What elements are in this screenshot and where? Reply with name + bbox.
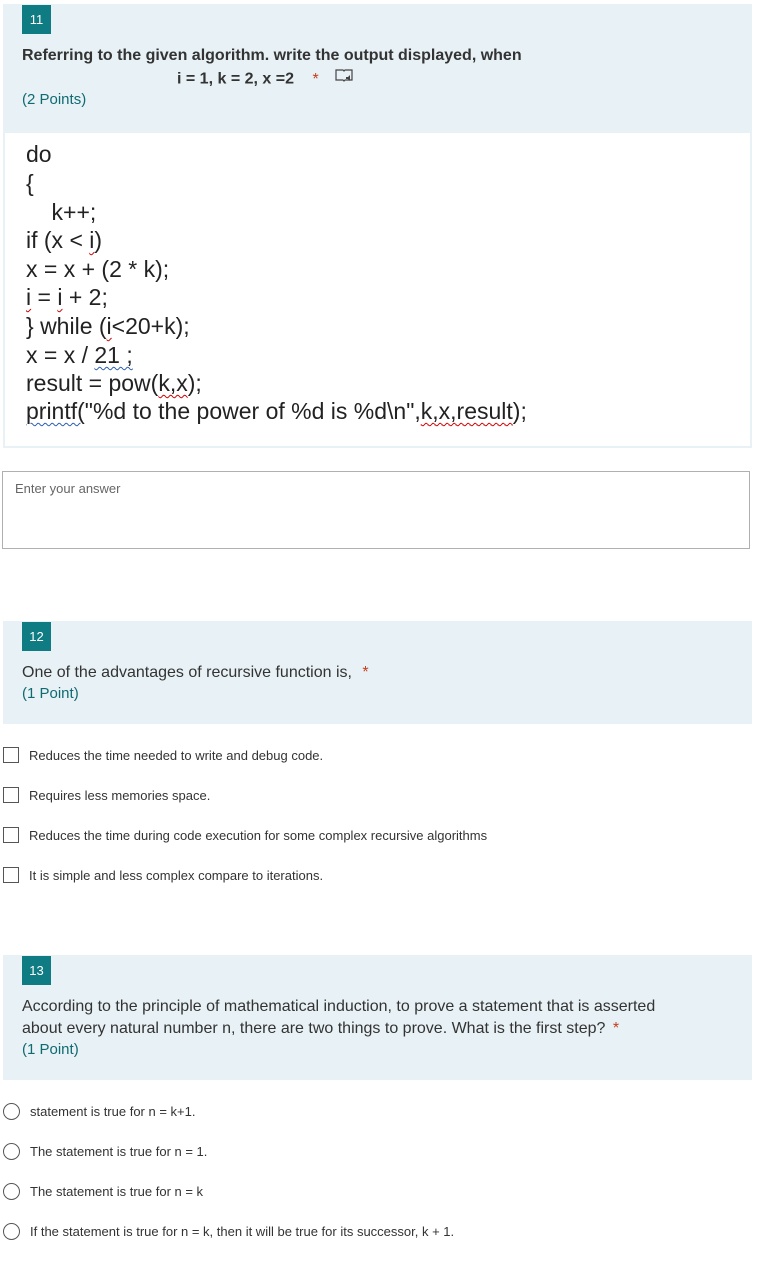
question-title bbox=[22, 45, 522, 67]
question-points: (1 Point) bbox=[22, 685, 79, 702]
radio-button[interactable] bbox=[3, 1143, 20, 1160]
question-title-line1: Referring to the given algorithm. write the output displayed, when bbox=[22, 47, 522, 64]
option-label: If the statement is true for n = k, then it will be true for its successor, k + 1. bbox=[30, 1223, 455, 1239]
option-label: Requires less memories space. bbox=[29, 787, 211, 803]
code-segment: ); bbox=[187, 370, 202, 396]
checkbox-option[interactable] bbox=[3, 865, 323, 885]
checkbox-option[interactable] bbox=[3, 785, 210, 805]
radio-option[interactable] bbox=[3, 1181, 203, 1201]
code-segment: "%d to the power of %d is %d\n", bbox=[84, 398, 421, 424]
option-label: It is simple and less complex compare to iterations. bbox=[29, 867, 324, 883]
code-segment: = bbox=[31, 284, 58, 310]
code-line bbox=[26, 398, 527, 425]
code-segment: ) bbox=[94, 227, 103, 253]
question-title-line2: i = 1, k = 2, x =2 bbox=[177, 70, 294, 88]
option-label: Reduces the time during code execution for some complex recursive algorithms bbox=[29, 827, 488, 843]
question-number-badge: 13 bbox=[22, 956, 51, 985]
question-11-header bbox=[3, 4, 752, 133]
answer-placeholder: Enter your answer bbox=[15, 481, 121, 496]
option-label: The statement is true for n = k bbox=[30, 1183, 204, 1199]
code-line: { bbox=[26, 170, 34, 196]
option-label: Reduces the time needed to write and debug code. bbox=[29, 747, 324, 763]
code-segment: i bbox=[89, 227, 95, 253]
required-asterisk: * bbox=[362, 664, 369, 681]
question-title-text: One of the advantages of recursive function is, bbox=[22, 664, 352, 681]
checkbox[interactable] bbox=[3, 787, 19, 803]
answer-input[interactable] bbox=[2, 471, 750, 549]
code-segment: result = pow( bbox=[26, 370, 159, 396]
code-segment: i bbox=[57, 284, 63, 310]
checkbox-option[interactable] bbox=[3, 825, 487, 845]
code-line bbox=[26, 313, 190, 340]
code-snippet-image bbox=[3, 133, 752, 448]
checkbox-option[interactable] bbox=[3, 745, 323, 765]
question-13-header bbox=[3, 955, 752, 1080]
required-asterisk: * bbox=[612, 1020, 620, 1037]
code-segment: + 2; bbox=[62, 284, 108, 310]
code-line: k++; bbox=[26, 199, 97, 225]
code-segment: } while ( bbox=[26, 313, 107, 339]
immersive-reader-icon[interactable] bbox=[335, 68, 353, 91]
question-title bbox=[22, 662, 369, 684]
code-segment: 21 ; bbox=[94, 342, 133, 368]
question-12-header bbox=[3, 621, 752, 724]
code-segment: k,x,result bbox=[420, 398, 513, 424]
question-number-badge: 11 bbox=[22, 5, 51, 34]
radio-option[interactable] bbox=[3, 1141, 207, 1161]
checkbox[interactable] bbox=[3, 867, 19, 883]
radio-button[interactable] bbox=[3, 1103, 20, 1120]
code-segment: i bbox=[26, 284, 32, 310]
option-label: statement is true for n = k+1. bbox=[30, 1103, 196, 1119]
question-title bbox=[22, 996, 655, 1018]
code-segment: ); bbox=[512, 398, 527, 424]
radio-button[interactable] bbox=[3, 1183, 20, 1200]
question-title-line2-row bbox=[22, 1018, 619, 1040]
code-segment: if (x < bbox=[26, 227, 90, 253]
checkbox[interactable] bbox=[3, 827, 19, 843]
code-line bbox=[26, 342, 133, 369]
question-title-line2-row bbox=[177, 68, 353, 91]
code-line: x = x + (2 * k); bbox=[26, 256, 170, 282]
required-asterisk: * bbox=[312, 70, 319, 88]
question-title-line2: about every natural number n, there are two things to prove. What is the first step? bbox=[22, 1020, 606, 1037]
question-title-line1: According to the principle of mathematical induction, to prove a statement that is asserted bbox=[22, 998, 656, 1015]
code-line bbox=[26, 284, 108, 311]
question-points: (2 Points) bbox=[22, 91, 87, 108]
question-points: (1 Point) bbox=[22, 1041, 79, 1058]
code-segment: <20+k); bbox=[111, 313, 190, 339]
code-segment: x = x / bbox=[26, 342, 95, 368]
code-segment: printf( bbox=[26, 398, 85, 424]
option-label: The statement is true for n = 1. bbox=[30, 1143, 208, 1159]
radio-button[interactable] bbox=[3, 1223, 20, 1240]
radio-option[interactable] bbox=[3, 1101, 195, 1121]
code-line bbox=[26, 227, 102, 254]
question-number-badge: 12 bbox=[22, 622, 51, 651]
code-segment: k,x bbox=[158, 370, 188, 396]
checkbox[interactable] bbox=[3, 747, 19, 763]
code-line bbox=[26, 370, 202, 397]
code-segment: i bbox=[106, 313, 112, 339]
code-line: do bbox=[26, 141, 52, 167]
radio-option[interactable] bbox=[3, 1221, 454, 1241]
